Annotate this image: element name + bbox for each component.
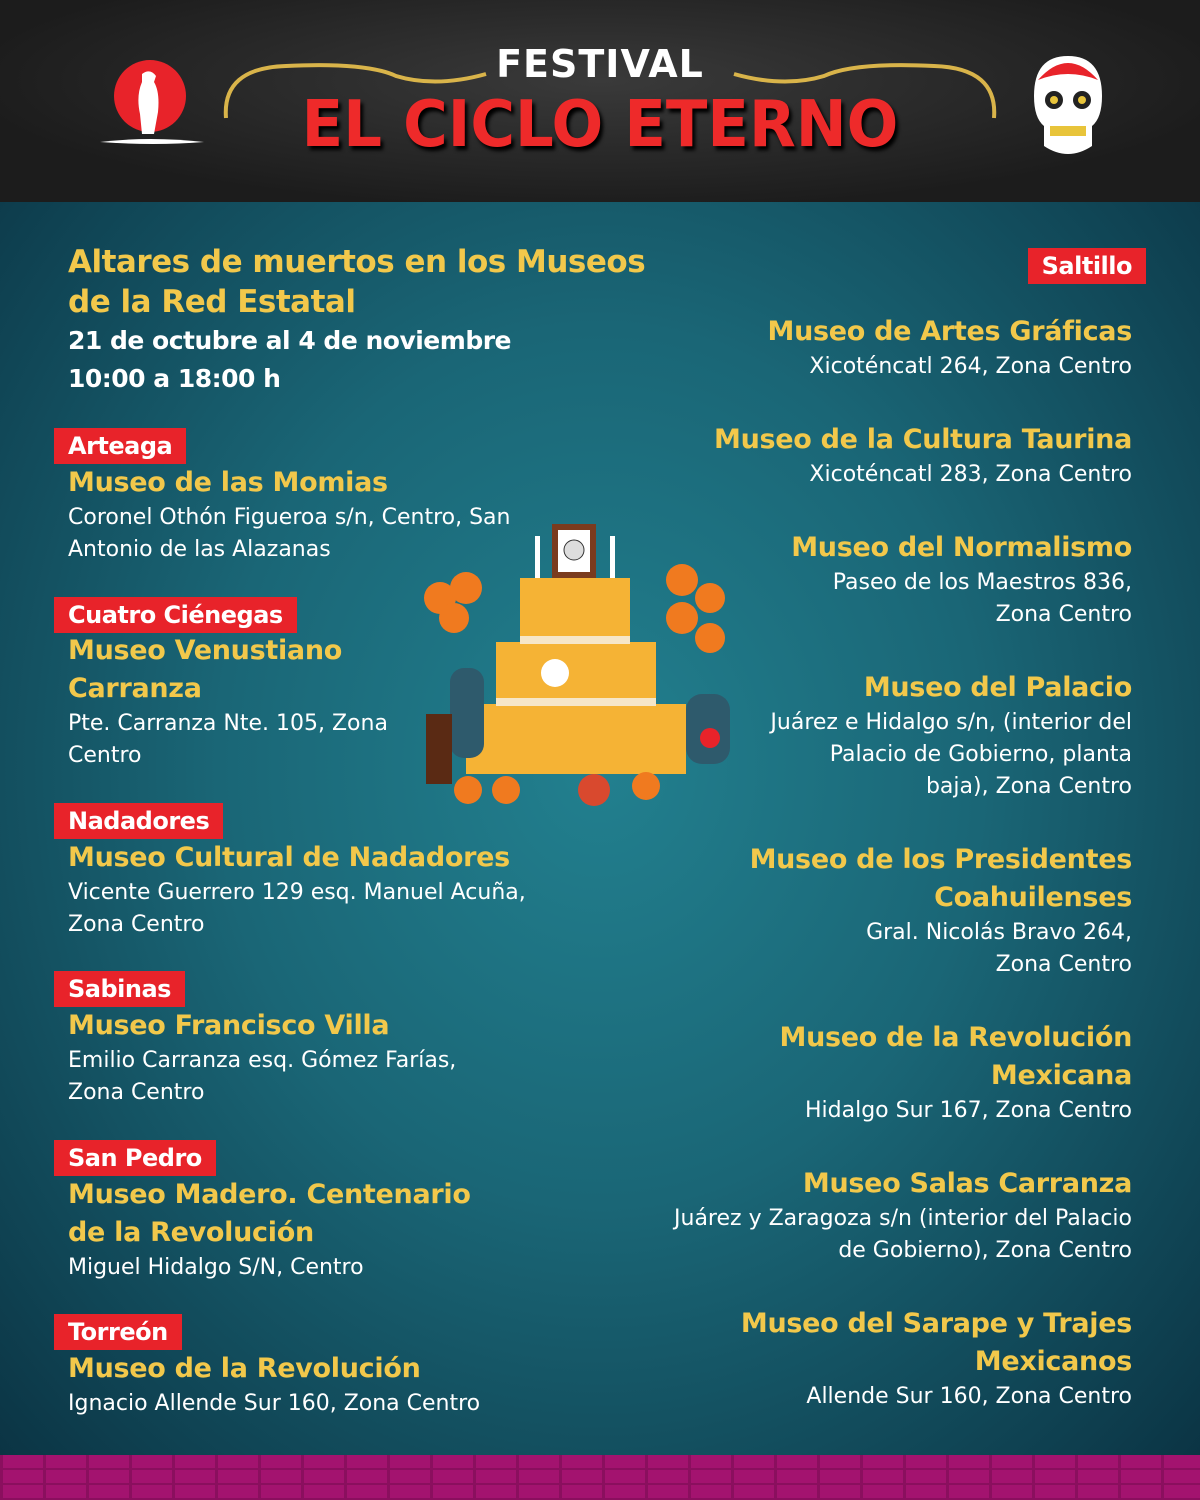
museum-address: Gral. Nicolás Bravo 264, Zona Centro [866, 920, 1132, 977]
museum-address: Emilio Carranza esq. Gómez Farías, Zona Centro [68, 1048, 457, 1105]
museum-name: Museo Madero. Centenario de la Revolución [68, 1179, 471, 1248]
museum-name: Museo Venustiano Carranza [68, 635, 343, 704]
sugar-skull-icon [1032, 54, 1104, 158]
intro-dates: 21 de octubre al 4 de noviembre [68, 326, 511, 355]
museum-name: Museo Salas Carranza [802, 1168, 1132, 1199]
city-tag-cuatro-cienegas: Cuatro Ciénegas [54, 597, 297, 633]
museum-address: Miguel Hidalgo S/N, Centro [68, 1255, 364, 1280]
museum-address: Coronel Othón Figueroa s/n, Centro, San Antonio de las Alazanas [68, 505, 511, 562]
museum-address: Juárez y Zaragoza s/n (interior del Palacio de Gobierno), Zona Centro [674, 1206, 1132, 1263]
museum-name: Museo del Normalismo [791, 532, 1132, 563]
city-tag-arteaga: Arteaga [54, 428, 186, 464]
intro-title-line2: de la Red Estatal [68, 284, 356, 320]
museum-name: Museo de la Cultura Taurina [714, 424, 1132, 455]
museum-address: Paseo de los Maestros 836, Zona Centro [832, 570, 1132, 627]
altar-illustration [410, 518, 750, 808]
city-tag-san-pedro: San Pedro [54, 1140, 216, 1176]
museum-name: Museo del Sarape y Trajes Mexicanos [740, 1308, 1132, 1377]
museum-address: Pte. Carranza Nte. 105, Zona Centro [68, 711, 388, 768]
decorative-pattern-footer [0, 1455, 1200, 1500]
museum-name: Museo de la Revolución [68, 1353, 421, 1384]
museum-address: Xicoténcatl 283, Zona Centro [809, 462, 1132, 487]
header-banner [0, 0, 1200, 202]
festival-label: FESTIVAL [496, 42, 704, 86]
museum-name: Museo Francisco Villa [68, 1010, 390, 1041]
city-tag-nadadores: Nadadores [54, 803, 223, 839]
museum-name: Museo de los Presidentes Coahuilenses [749, 844, 1132, 913]
festival-title: EL CICLO ETERNO [301, 88, 899, 162]
main-content [0, 202, 1200, 1455]
museum-address: Ignacio Allende Sur 160, Zona Centro [68, 1391, 481, 1416]
museum-address: Vicente Guerrero 129 esq. Manuel Acuña, Zona Centro [68, 880, 526, 937]
museum-name: Museo de la Revolución Mexicana [779, 1022, 1132, 1091]
museum-address: Allende Sur 160, Zona Centro [806, 1384, 1132, 1409]
museum-name: Museo Cultural de Nadadores [68, 842, 510, 873]
museum-address: Juárez e Hidalgo s/n, (interior del Palacio de Gobierno, planta baja), Zona Centro [770, 710, 1132, 799]
museum-name: Museo de Artes Gráficas [767, 316, 1132, 347]
city-tag-saltillo: Saltillo [1028, 248, 1146, 284]
museum-name: Museo del Palacio [863, 672, 1132, 703]
city-tag-torreon: Torreón [54, 1314, 182, 1350]
museum-address: Xicoténcatl 264, Zona Centro [809, 354, 1132, 379]
intro-hours: 10:00 a 18:00 h [68, 364, 281, 393]
museum-address: Hidalgo Sur 167, Zona Centro [805, 1098, 1132, 1123]
intro-title-line1: Altares de muertos en los Museos [68, 244, 646, 280]
museum-name: Museo de las Momias [68, 467, 388, 498]
city-tag-sabinas: Sabinas [54, 971, 185, 1007]
